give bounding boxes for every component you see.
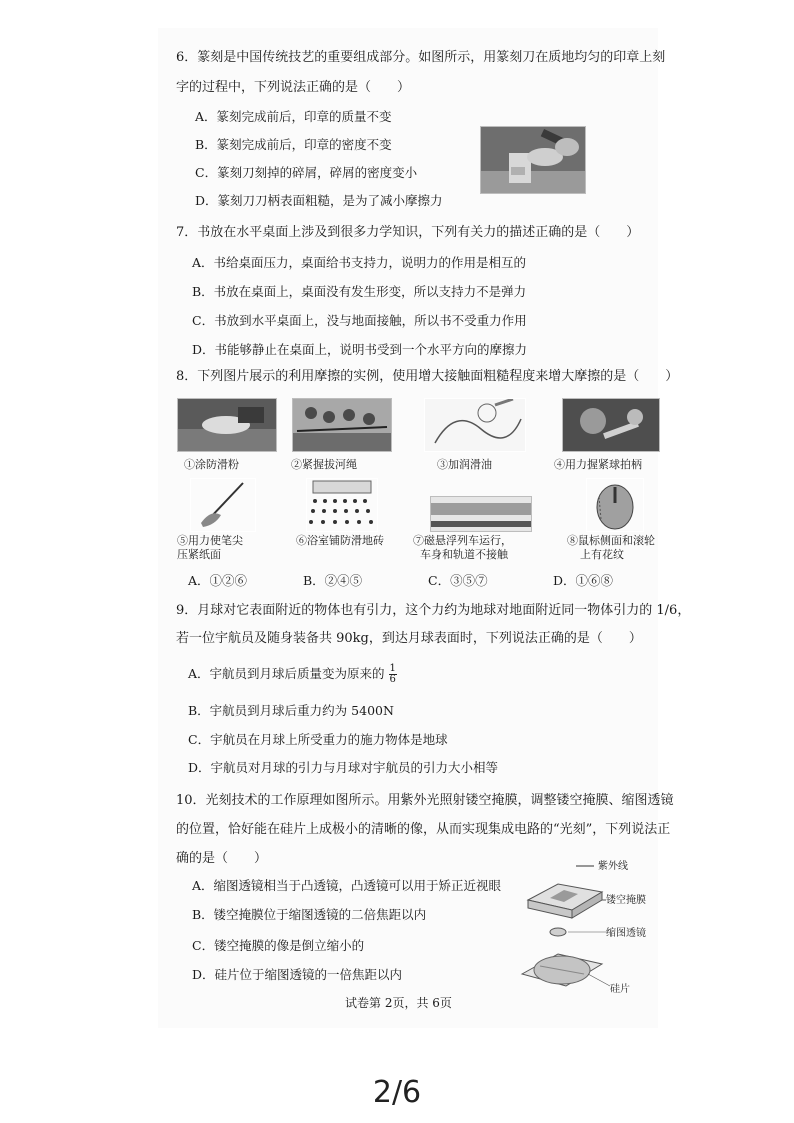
q9-option-a: [188, 664, 397, 685]
q8-image-1: [177, 398, 277, 452]
q9-option-c: C．宇航员在月球上所受重力的施力物体是地球: [188, 732, 448, 747]
q8-image-4: [562, 398, 660, 452]
q8-caption-5a: ⑤用力使笔尖: [177, 534, 243, 547]
q8-image-6: [306, 478, 378, 532]
q8-image-3: [424, 398, 526, 452]
seal-carving-photo: [480, 126, 586, 194]
q8-image-2: [292, 398, 392, 452]
q7-option-c: C．书放到水平桌面上，没与地面接触，所以书不受重力作用: [192, 313, 527, 328]
q8-image-7: [430, 496, 532, 532]
label-mask: 镂空掩膜: [606, 895, 646, 906]
q9-stem-line1: 9．月球对它表面附近的物体也有引力，这个力约为地球对地面附近同一物体引力的 1/6，: [176, 603, 691, 618]
q8-caption-8a: ⑧鼠标侧面和滚轮: [567, 534, 655, 547]
q8-image-8: [586, 478, 644, 532]
page-footer: 试卷第 2页，共 6页: [345, 996, 452, 1010]
q6-option-d: D．篆刻刀刀柄表面粗糙，是为了减小摩擦力: [195, 193, 443, 208]
q7-option-a: A．书给桌面压力，桌面给书支持力，说明力的作用是相互的: [192, 255, 527, 270]
label-wafer: 硅片: [610, 984, 630, 995]
q6-option-c: C．篆刻刀刻掉的碎屑，碎屑的密度变小: [195, 165, 418, 180]
q8-caption-7a: ⑦磁悬浮列车运行，: [413, 534, 512, 547]
q9-option-a-text: A．宇航员到月球后质量变为原来的: [188, 666, 385, 681]
q7-stem: 7．书放在水平桌面上涉及到很多力学知识，下列有关力的描述正确的是（ ）: [176, 225, 640, 240]
q8-caption-8b: 上有花纹: [580, 548, 624, 561]
q10-option-a: A．缩图透镜相当于凸透镜，凸透镜可以用于矫正近视眼: [192, 878, 502, 893]
fraction-numerator: 1: [389, 663, 396, 674]
q6-option-b: B．篆刻完成前后，印章的密度不变: [195, 137, 392, 152]
q8-choice-c: C．③⑤⑦: [428, 573, 488, 588]
fraction-denominator: 6: [389, 674, 396, 685]
q10-option-b: B．镂空掩膜位于缩图透镜的二倍焦距以内: [192, 907, 427, 922]
q8-choice-d: D．①⑥⑧: [553, 573, 614, 588]
label-lens: 缩图透镜: [606, 928, 646, 939]
q9-stem-line2: 若一位宇航员及随身装备共 90kg，到达月球表面时，下列说法正确的是（ ）: [176, 631, 642, 646]
q8-caption-6: ⑥浴室铺防滑地砖: [296, 534, 384, 547]
q10-stem-line3: 确的是（ ）: [176, 851, 268, 866]
label-ultraviolet: 紫外线: [598, 861, 628, 872]
q9-option-d: D．宇航员对月球的引力与月球对宇航员的引力大小相等: [188, 760, 499, 775]
q8-caption-2: ②紧握拔河绳: [291, 458, 357, 471]
q7-option-b: B．书放在桌面上，桌面没有发生形变，所以支持力不是弹力: [192, 284, 527, 299]
fraction-one-sixth: [389, 664, 397, 685]
q6-stem-line2: 字的过程中，下列说法正确的是（ ）: [176, 80, 411, 95]
q10-stem-line1: 10．光刻技术的工作原理如图所示。用紫外光照射镂空掩膜，调整镂空掩膜、缩图透镜: [176, 793, 674, 808]
q8-stem: 8．下列图片展示的利用摩擦的实例，使用增大接触面粗糙程度来增大摩擦的是（ ）: [176, 369, 679, 384]
q8-caption-7b: 车身和轨道不接触: [420, 548, 508, 561]
q10-option-c: C．镂空掩膜的像是倒立缩小的: [192, 938, 365, 953]
q6-stem-line1: 6．篆刻是中国传统技艺的重要组成部分。如图所示，用篆刻刀在质地均匀的印章上刻: [176, 50, 666, 65]
q9-option-b: B．宇航员到月球后重力约为 5400N: [188, 703, 394, 718]
q8-choice-a: A．①②⑥: [188, 573, 248, 588]
page-counter: 2/6: [372, 1075, 422, 1110]
q7-option-d: D．书能够静止在桌面上，说明书受到一个水平方向的摩擦力: [192, 342, 528, 357]
q8-choice-b: B．②④⑤: [303, 573, 363, 588]
q8-caption-5b: 压紧纸面: [177, 548, 221, 561]
q8-caption-4: ④用力握紧球拍柄: [554, 458, 642, 471]
q10-option-d: D．硅片位于缩图透镜的一倍焦距以内: [192, 967, 403, 982]
q8-caption-1: ①涂防滑粉: [184, 458, 239, 471]
q8-image-5: [190, 478, 256, 532]
q10-stem-line2: 的位置，恰好能在硅片上成极小的清晰的像，从而实现集成电路的“光刻”，下列说法正: [176, 822, 671, 837]
q6-option-a: A．篆刻完成前后，印章的质量不变: [195, 109, 392, 124]
q8-caption-3: ③加润滑油: [437, 458, 492, 471]
